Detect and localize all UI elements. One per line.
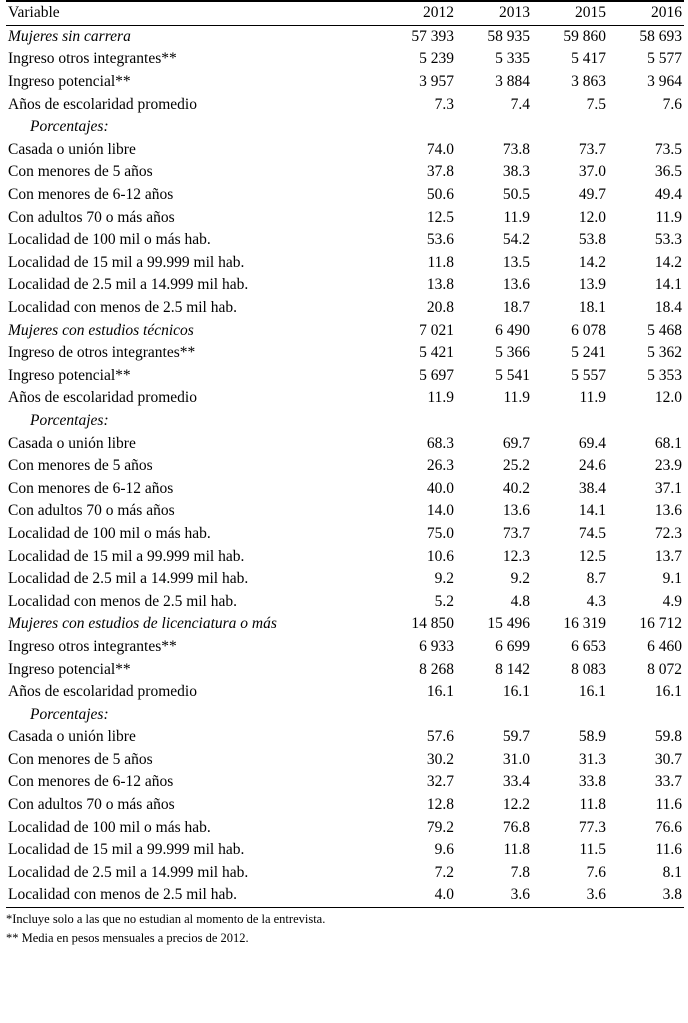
cell-value: 11.5 xyxy=(579,841,606,859)
cell-value: 3.8 xyxy=(662,886,682,904)
row-label: Localidad de 15 mil a 99.999 mil hab. xyxy=(8,841,245,859)
cell-value: 58.9 xyxy=(578,728,606,746)
cell-value: 6 460 xyxy=(647,637,682,655)
cell-value: 59 860 xyxy=(563,27,606,45)
cell-value: 14.2 xyxy=(654,253,682,271)
cell-value: 15 496 xyxy=(487,615,530,633)
cell-value: 7.4 xyxy=(510,95,530,113)
cell-value: 13.9 xyxy=(578,276,606,294)
cell-value: 4.3 xyxy=(586,592,606,610)
row-label: Años de escolaridad promedio xyxy=(8,95,197,113)
cell-value: 68.3 xyxy=(426,434,454,452)
cell-value: 40.0 xyxy=(426,479,454,497)
cell-value: 69.7 xyxy=(502,434,530,452)
cell-value: 3 964 xyxy=(647,73,682,91)
table-row xyxy=(6,319,684,342)
cell-value: 50.6 xyxy=(426,186,454,204)
cell-value: 9.6 xyxy=(434,841,454,859)
row-label: Con menores de 6-12 años xyxy=(8,773,174,791)
table-row xyxy=(6,884,684,907)
cell-value: 12.8 xyxy=(426,796,454,814)
column-header: 2012 xyxy=(423,4,454,22)
footnote-1: *Incluye solo a las que no estudian al momento de la entrevista. xyxy=(6,911,326,926)
table-row xyxy=(6,862,684,885)
table-row xyxy=(6,365,684,388)
cell-value: 31.3 xyxy=(578,750,606,768)
cell-value: 3 863 xyxy=(571,73,606,91)
row-label: Ingreso de otros integrantes** xyxy=(8,344,196,362)
cell-value: 12.3 xyxy=(502,547,530,565)
cell-value: 4.9 xyxy=(662,592,682,610)
cell-value: 20.8 xyxy=(426,299,454,317)
cell-value: 32.7 xyxy=(426,773,454,791)
cell-value: 9.1 xyxy=(662,570,682,588)
cell-value: 69.4 xyxy=(578,434,606,452)
table-row xyxy=(6,658,684,681)
cell-value: 6 933 xyxy=(419,637,454,655)
table-row xyxy=(6,297,684,320)
cell-value: 16 319 xyxy=(563,615,606,633)
cell-value: 33.7 xyxy=(654,773,682,791)
cell-value: 5.2 xyxy=(434,592,454,610)
cell-value: 7.8 xyxy=(510,863,530,881)
data-table xyxy=(6,0,684,908)
cell-value: 11.8 xyxy=(579,796,606,814)
cell-value: 5 335 xyxy=(495,50,530,68)
table-row xyxy=(6,116,684,139)
cell-value: 74.5 xyxy=(578,524,606,542)
row-label: Porcentajes: xyxy=(30,411,109,429)
cell-value: 49.7 xyxy=(578,186,606,204)
cell-value: 11.9 xyxy=(503,389,530,407)
row-label: Casada o unión libre xyxy=(8,728,136,746)
cell-value: 5 239 xyxy=(419,50,454,68)
table-row xyxy=(6,794,684,817)
cell-value: 59.7 xyxy=(502,728,530,746)
row-label: Con menores de 5 años xyxy=(8,457,153,475)
cell-value: 3 884 xyxy=(495,73,530,91)
row-label: Localidad de 15 mil a 99.999 mil hab. xyxy=(8,253,245,271)
table-row xyxy=(6,161,684,184)
cell-value: 16.1 xyxy=(578,683,606,701)
cell-value: 49.4 xyxy=(654,186,682,204)
cell-value: 10.6 xyxy=(426,547,454,565)
table-row xyxy=(6,139,684,162)
table-row xyxy=(6,523,684,546)
cell-value: 14.0 xyxy=(426,502,454,520)
table-row xyxy=(6,274,684,297)
cell-value xyxy=(380,703,456,726)
row-label: Localidad con menos de 2.5 mil hab. xyxy=(8,299,237,317)
row-label: Mujeres con estudios técnicos xyxy=(8,321,194,339)
row-label: Porcentajes: xyxy=(30,705,109,723)
row-label: Casada o unión libre xyxy=(8,434,136,452)
cell-value: 8 083 xyxy=(571,660,606,678)
cell-value: 14 850 xyxy=(411,615,454,633)
cell-value: 36.5 xyxy=(654,163,682,181)
cell-value: 18.1 xyxy=(578,299,606,317)
cell-value: 11.6 xyxy=(655,841,682,859)
cell-value: 38.3 xyxy=(502,163,530,181)
cell-value: 13.6 xyxy=(502,502,530,520)
cell-value xyxy=(532,703,608,726)
cell-value: 13.5 xyxy=(502,253,530,271)
row-label: Ingreso potencial** xyxy=(8,73,131,91)
table-row xyxy=(6,749,684,772)
cell-value: 8 142 xyxy=(495,660,530,678)
column-header: 2015 xyxy=(575,4,606,22)
table-row xyxy=(6,48,684,71)
cell-value: 13.6 xyxy=(654,502,682,520)
table-row xyxy=(6,206,684,229)
cell-value: 9.2 xyxy=(434,570,454,588)
cell-value: 5 366 xyxy=(495,344,530,362)
table-row xyxy=(6,613,684,636)
cell-value: 14.2 xyxy=(578,253,606,271)
row-label: Años de escolaridad promedio xyxy=(8,683,197,701)
cell-value: 8 268 xyxy=(419,660,454,678)
table-row xyxy=(6,342,684,365)
cell-value: 5 557 xyxy=(571,366,606,384)
cell-value: 11.8 xyxy=(427,253,454,271)
row-label: Con menores de 5 años xyxy=(8,750,153,768)
cell-value: 37.0 xyxy=(578,163,606,181)
cell-value: 16.1 xyxy=(502,683,530,701)
row-label: Casada o unión libre xyxy=(8,140,136,158)
cell-value: 11.8 xyxy=(503,841,530,859)
cell-value: 16.1 xyxy=(426,683,454,701)
row-label: Con adultos 70 o más años xyxy=(8,796,175,814)
table-row xyxy=(6,590,684,613)
table-row xyxy=(6,703,684,726)
cell-value: 14.1 xyxy=(654,276,682,294)
table-row xyxy=(6,25,684,48)
cell-value: 25.2 xyxy=(502,457,530,475)
cell-value xyxy=(532,410,608,433)
table-row xyxy=(6,387,684,410)
row-label: Ingreso potencial** xyxy=(8,660,131,678)
row-label: Localidad con menos de 2.5 mil hab. xyxy=(8,592,237,610)
row-label: Localidad de 100 mil o más hab. xyxy=(8,818,211,836)
table-row xyxy=(6,410,684,433)
cell-value: 6 653 xyxy=(571,637,606,655)
table-row xyxy=(6,93,684,116)
row-label: Ingreso potencial** xyxy=(8,366,131,384)
cell-value: 73.8 xyxy=(502,140,530,158)
row-label: Mujeres sin carrera xyxy=(8,27,131,45)
table-row xyxy=(6,839,684,862)
footnote-2: ** Media en pesos mensuales a precios de 2012. xyxy=(6,931,249,946)
cell-value xyxy=(608,703,684,726)
cell-value: 57 393 xyxy=(411,27,454,45)
cell-value: 3 957 xyxy=(419,73,454,91)
cell-value: 5 421 xyxy=(419,344,454,362)
cell-value: 59.8 xyxy=(654,728,682,746)
cell-value: 73.7 xyxy=(502,524,530,542)
cell-value: 9.2 xyxy=(510,570,530,588)
cell-value: 5 362 xyxy=(647,344,682,362)
row-label: Ingreso otros integrantes** xyxy=(8,637,177,655)
cell-value: 26.3 xyxy=(426,457,454,475)
table-row xyxy=(6,229,684,252)
cell-value: 11.9 xyxy=(503,208,530,226)
cell-value xyxy=(380,116,456,139)
cell-value: 8.1 xyxy=(662,863,682,881)
table-row xyxy=(6,477,684,500)
cell-value: 12.0 xyxy=(654,389,682,407)
row-label: Con menores de 6-12 años xyxy=(8,479,174,497)
cell-value: 12.2 xyxy=(502,796,530,814)
table-row xyxy=(6,636,684,659)
cell-value: 77.3 xyxy=(578,818,606,836)
cell-value: 12.0 xyxy=(578,208,606,226)
cell-value: 3.6 xyxy=(510,886,530,904)
cell-value: 7.3 xyxy=(434,95,454,113)
cell-value: 5 241 xyxy=(571,344,606,362)
cell-value xyxy=(380,410,456,433)
table-row xyxy=(6,455,684,478)
cell-value: 33.4 xyxy=(502,773,530,791)
table-row xyxy=(6,726,684,749)
cell-value: 7.2 xyxy=(434,863,454,881)
row-label: Con adultos 70 o más años xyxy=(8,208,175,226)
table-row xyxy=(6,184,684,207)
row-label: Con menores de 6-12 años xyxy=(8,186,174,204)
cell-value: 79.2 xyxy=(426,818,454,836)
cell-value: 72.3 xyxy=(654,524,682,542)
table-row xyxy=(6,500,684,523)
row-label: Localidad de 2.5 mil a 14.999 mil hab. xyxy=(8,863,249,881)
cell-value: 8.7 xyxy=(586,570,606,588)
cell-value xyxy=(456,410,532,433)
row-label: Porcentajes: xyxy=(30,118,109,136)
cell-value: 33.8 xyxy=(578,773,606,791)
table-row xyxy=(6,71,684,94)
cell-value: 3.6 xyxy=(586,886,606,904)
row-label: Con menores de 5 años xyxy=(8,163,153,181)
cell-value: 37.1 xyxy=(654,479,682,497)
row-label: Con adultos 70 o más años xyxy=(8,502,175,520)
column-header: 2016 xyxy=(651,4,682,22)
cell-value: 53.3 xyxy=(654,231,682,249)
cell-value: 12.5 xyxy=(578,547,606,565)
cell-value: 74.0 xyxy=(426,140,454,158)
cell-value: 5 468 xyxy=(647,321,682,339)
table-row xyxy=(6,432,684,455)
cell-value: 53.6 xyxy=(426,231,454,249)
table-row xyxy=(6,681,684,704)
cell-value: 73.5 xyxy=(654,140,682,158)
cell-value: 7.5 xyxy=(586,95,606,113)
cell-value: 23.9 xyxy=(654,457,682,475)
cell-value: 31.0 xyxy=(502,750,530,768)
cell-value: 18.7 xyxy=(502,299,530,317)
row-label: Localidad de 100 mil o más hab. xyxy=(8,231,211,249)
table-row xyxy=(6,816,684,839)
cell-value: 5 417 xyxy=(571,50,606,68)
cell-value: 11.6 xyxy=(655,796,682,814)
header-row xyxy=(6,1,684,25)
cell-value: 7.6 xyxy=(586,863,606,881)
cell-value xyxy=(532,116,608,139)
cell-value: 30.7 xyxy=(654,750,682,768)
cell-value: 54.2 xyxy=(502,231,530,249)
cell-value: 73.7 xyxy=(578,140,606,158)
cell-value xyxy=(608,410,684,433)
cell-value: 6 699 xyxy=(495,637,530,655)
cell-value: 30.2 xyxy=(426,750,454,768)
cell-value: 18.4 xyxy=(654,299,682,317)
footnotes xyxy=(6,910,684,949)
cell-value: 6 490 xyxy=(495,321,530,339)
cell-value: 58 935 xyxy=(487,27,530,45)
cell-value: 38.4 xyxy=(578,479,606,497)
cell-value: 5 577 xyxy=(647,50,682,68)
cell-value: 4.0 xyxy=(434,886,454,904)
cell-value: 5 697 xyxy=(419,366,454,384)
cell-value: 14.1 xyxy=(578,502,606,520)
column-header: 2013 xyxy=(499,4,530,22)
cell-value: 76.6 xyxy=(654,818,682,836)
table-row xyxy=(6,771,684,794)
cell-value: 53.8 xyxy=(578,231,606,249)
cell-value: 57.6 xyxy=(426,728,454,746)
cell-value: 50.5 xyxy=(502,186,530,204)
row-label: Localidad de 100 mil o más hab. xyxy=(8,524,211,542)
cell-value: 24.6 xyxy=(578,457,606,475)
row-label: Localidad de 2.5 mil a 14.999 mil hab. xyxy=(8,276,249,294)
cell-value: 13.8 xyxy=(426,276,454,294)
cell-value: 6 078 xyxy=(571,321,606,339)
cell-value: 13.7 xyxy=(654,547,682,565)
cell-value xyxy=(456,116,532,139)
row-label: Localidad de 2.5 mil a 14.999 mil hab. xyxy=(8,570,249,588)
cell-value: 8 072 xyxy=(647,660,682,678)
cell-value: 7 021 xyxy=(419,321,454,339)
cell-value: 68.1 xyxy=(654,434,682,452)
cell-value: 16 712 xyxy=(639,615,682,633)
row-label: Localidad con menos de 2.5 mil hab. xyxy=(8,886,237,904)
cell-value xyxy=(608,116,684,139)
cell-value: 37.8 xyxy=(426,163,454,181)
column-header: Variable xyxy=(8,4,60,22)
cell-value: 7.6 xyxy=(662,95,682,113)
table-row xyxy=(6,252,684,275)
cell-value: 11.9 xyxy=(427,389,454,407)
cell-value: 12.5 xyxy=(426,208,454,226)
cell-value: 11.9 xyxy=(655,208,682,226)
cell-value xyxy=(456,703,532,726)
cell-value: 5 541 xyxy=(495,366,530,384)
row-label: Ingreso otros integrantes** xyxy=(8,50,177,68)
row-label: Mujeres con estudios de licenciatura o más xyxy=(8,615,277,633)
cell-value: 16.1 xyxy=(654,683,682,701)
cell-value: 11.9 xyxy=(579,389,606,407)
table-row xyxy=(6,545,684,568)
cell-value: 58 693 xyxy=(639,27,682,45)
cell-value: 4.8 xyxy=(510,592,530,610)
cell-value: 13.6 xyxy=(502,276,530,294)
row-label: Años de escolaridad promedio xyxy=(8,389,197,407)
cell-value: 75.0 xyxy=(426,524,454,542)
row-label: Localidad de 15 mil a 99.999 mil hab. xyxy=(8,547,245,565)
cell-value: 5 353 xyxy=(647,366,682,384)
table-row xyxy=(6,568,684,591)
cell-value: 40.2 xyxy=(502,479,530,497)
cell-value: 76.8 xyxy=(502,818,530,836)
